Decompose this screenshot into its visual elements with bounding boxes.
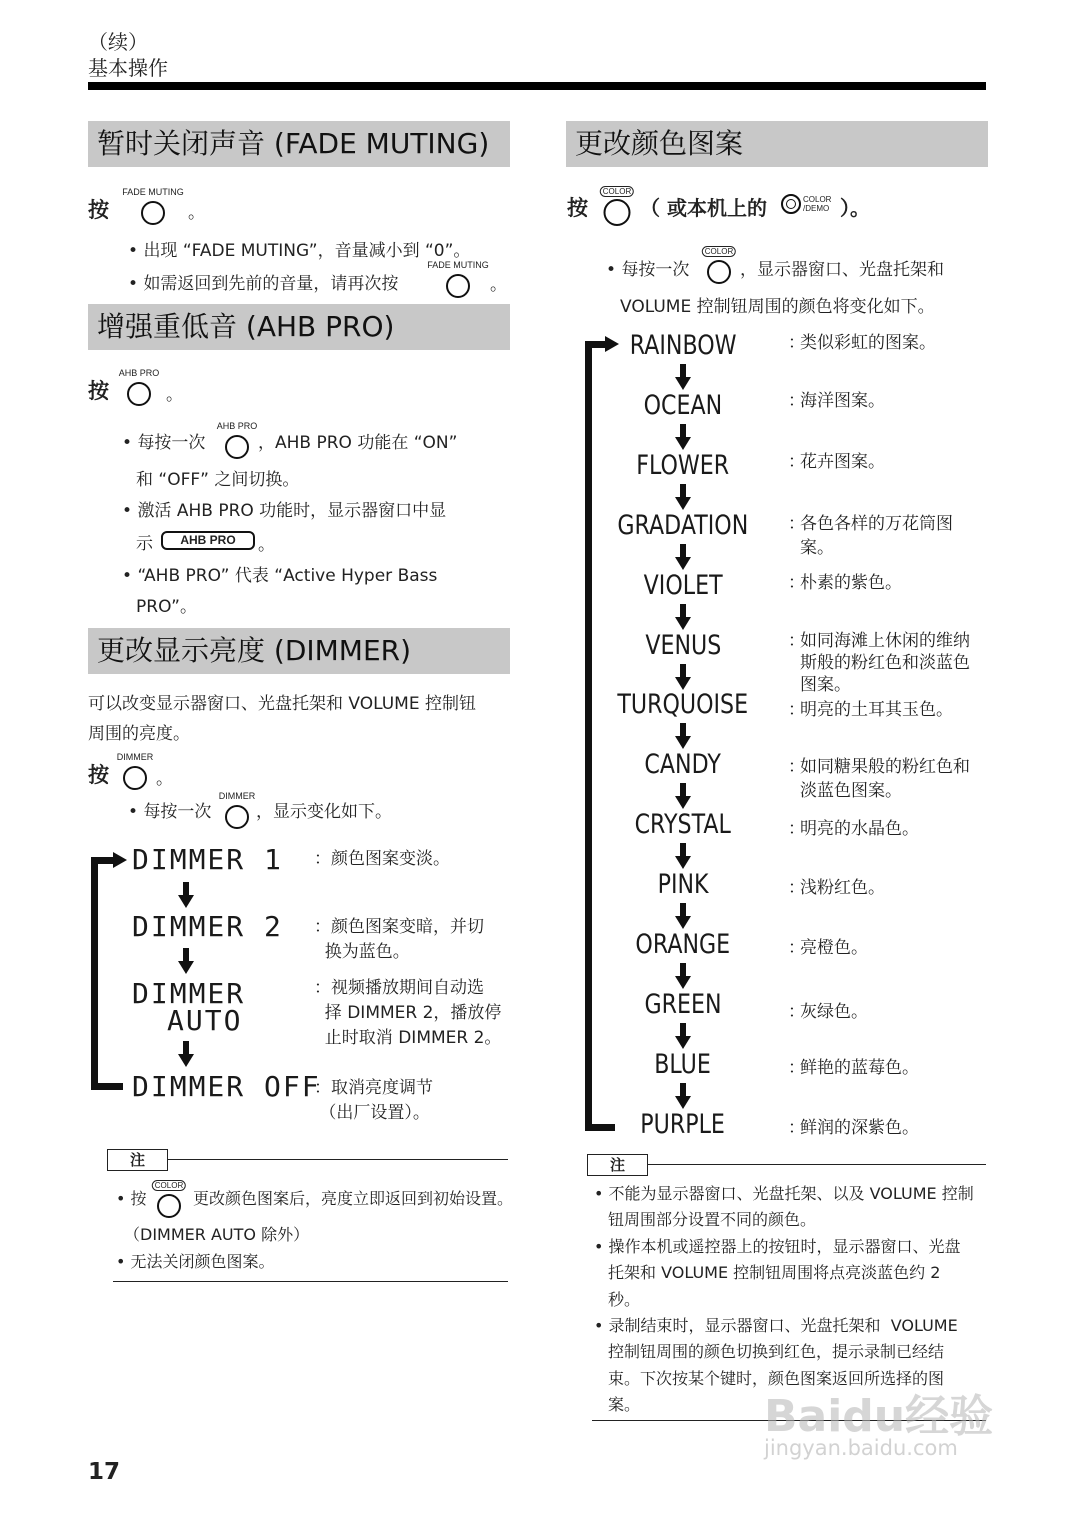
color-pattern-name xyxy=(603,869,763,900)
bullet-text: VOLUME 控制钮周围的颜色将变化如下。 xyxy=(620,297,935,317)
dimmer-step-desc xyxy=(314,1076,433,1126)
button-label: COLOR xyxy=(600,186,634,197)
dimmer-intro: 可以改变显示器窗口、光盘托架和 VOLUME 控制钮 xyxy=(88,694,476,714)
cycle-bracket-line xyxy=(91,857,98,1090)
button-label: DIMMER xyxy=(116,752,154,762)
desc-line: ：颜色图案变淡。 xyxy=(314,849,450,869)
pattern-name-text: GREEN xyxy=(644,988,722,1020)
bullet-icon: • xyxy=(594,1316,609,1335)
note-text: 更改颜色图案后，亮度立即返回到初始设置。 xyxy=(193,1189,514,1208)
arrow-down-icon xyxy=(675,1083,691,1109)
colon: ： xyxy=(788,1118,805,1138)
pattern-name-text: CANDY xyxy=(644,749,722,781)
double-circle-icon xyxy=(786,199,796,209)
note-text xyxy=(594,1181,974,1204)
bullet-text: • 如需返回到先前的音量，请再次按 xyxy=(128,274,399,294)
colon: ： xyxy=(788,573,805,593)
color-button[interactable] xyxy=(602,186,632,226)
circle-button-icon xyxy=(604,199,631,226)
dimmer-step-desc xyxy=(314,847,450,872)
bullet-icon: • xyxy=(594,1236,609,1256)
color-pattern-name xyxy=(603,450,763,481)
color-pattern-name xyxy=(603,570,763,601)
bullet-text: 示 xyxy=(136,534,153,554)
color-pattern-desc xyxy=(788,876,978,900)
arrow-down-icon xyxy=(675,664,691,690)
colon: ： xyxy=(788,700,805,720)
color-pattern-desc xyxy=(788,389,978,413)
unit-color-demo-button[interactable] xyxy=(781,194,801,214)
note-line: 托架和 VOLUME 控制钮周围将点亮淡蓝色约 2 xyxy=(608,1263,941,1283)
ahb-pro-display-indicator: AHB PRO xyxy=(161,531,255,550)
pattern-name-text: PINK xyxy=(657,869,709,901)
bullet-text: 每按一次 xyxy=(143,802,212,822)
colon: ： xyxy=(788,938,805,958)
note-line: 录制结束时，显示器窗口、光盘托架和 VOLUME xyxy=(608,1316,958,1335)
note-text: （DIMMER AUTO 除外） xyxy=(124,1225,310,1244)
bullet-text: “AHB PRO” 代表 “Active Hyper Bass xyxy=(137,566,438,586)
colon: ： xyxy=(788,1002,805,1022)
period: 。 xyxy=(156,769,173,789)
circle-button-icon xyxy=(707,260,731,284)
arrow-down-icon xyxy=(675,963,691,989)
colon: ： xyxy=(788,631,805,651)
pattern-name-text: CRYSTAL xyxy=(634,809,732,841)
watermark-logo: Baidu经验 xyxy=(764,1391,994,1442)
note-end-rule xyxy=(113,1281,508,1282)
color-pattern-name xyxy=(603,1109,763,1140)
ahb-pro-button[interactable] xyxy=(118,368,160,406)
color-button[interactable] xyxy=(704,246,734,284)
pattern-name-text: RAINBOW xyxy=(629,330,737,361)
bullet-text: 每按一次 xyxy=(621,260,690,280)
pattern-name-text: TURQUOISE xyxy=(617,689,749,721)
dimmer-step-name: AUTO xyxy=(167,1004,243,1037)
circle-button-icon xyxy=(127,382,151,406)
dimmer-heading: 更改显示亮度 (DIMMER) xyxy=(88,628,510,674)
bullet-text: ，AHB PRO 功能在 “ON” xyxy=(258,433,458,453)
colon: ： xyxy=(788,757,805,777)
pattern-name-text: OCEAN xyxy=(643,389,723,421)
pattern-desc-text: 类似彩虹的图案。 xyxy=(800,333,936,353)
pattern-desc-text: 各色各样的万花筒图案。 xyxy=(800,514,953,558)
bullet-text: ，显示器窗口、光盘托架和 xyxy=(740,260,944,280)
desc-line: 换为蓝色。 xyxy=(314,942,410,962)
bullet-text: 激活 AHB PRO 功能时，显示器窗口中显 xyxy=(137,501,447,521)
color-pattern-desc xyxy=(788,755,978,803)
fade-muting-button[interactable] xyxy=(427,260,489,298)
note-text: • 无法关闭颜色图案。 xyxy=(116,1252,275,1271)
note-text xyxy=(608,1287,640,1310)
pattern-name-text: BLUE xyxy=(654,1048,712,1080)
dimmer-step-desc xyxy=(314,915,484,965)
bullet-text: 每按一次 xyxy=(137,433,206,453)
fade-muting-button[interactable] xyxy=(122,187,184,225)
press-label: 按 xyxy=(88,763,109,787)
arrow-down-icon xyxy=(675,903,691,929)
pattern-name-text: FLOWER xyxy=(636,449,730,481)
continued-label: （续） xyxy=(88,30,148,54)
pattern-desc-text: 如同海滩上休闲的维纳斯般的粉红色和淡蓝色图案。 xyxy=(800,631,970,695)
color-pattern-desc xyxy=(788,450,978,474)
pattern-desc-text: 鲜润的深紫色。 xyxy=(800,1118,919,1138)
pattern-name-text: PURPLE xyxy=(640,1108,726,1140)
circle-button-icon xyxy=(446,274,470,298)
pattern-name-text: GRADATION xyxy=(617,509,749,541)
press-label: 按 xyxy=(88,198,109,222)
bullet-text: PRO”。 xyxy=(136,597,197,617)
color-pattern-desc xyxy=(788,817,978,841)
pattern-desc-text: 花卉图案。 xyxy=(800,452,885,472)
color-pattern-name xyxy=(603,390,763,421)
arrow-down-icon xyxy=(675,1023,691,1049)
circle-button-icon xyxy=(225,805,249,829)
dimmer-step-name: DIMMER 1 xyxy=(132,843,283,876)
circle-button-icon xyxy=(123,766,147,790)
press-label: 按 xyxy=(88,379,109,403)
fade-muting-heading: 暂时关闭声音 (FADE MUTING) xyxy=(88,121,510,167)
pattern-desc-text: 灰绿色。 xyxy=(800,1002,868,1022)
pattern-desc-text: 鲜艳的蓝莓色。 xyxy=(800,1058,919,1078)
color-pattern-name xyxy=(603,749,763,780)
dimmer-button[interactable] xyxy=(218,791,256,829)
period: 。 xyxy=(490,275,507,295)
colon: ： xyxy=(788,391,805,411)
button-label: COLOR xyxy=(152,1180,186,1191)
press-label: 按 xyxy=(567,196,588,220)
color-pattern-name xyxy=(603,510,763,541)
note-text: 按 xyxy=(130,1189,147,1208)
bullet-text: • 出现 “FADE MUTING”，音量减小到 “0”。 xyxy=(128,241,471,261)
note-line: 不能为显示器窗口、光盘托架、以及 VOLUME 控制 xyxy=(608,1184,974,1203)
color-pattern-desc xyxy=(788,1000,978,1024)
bullet-text-2: 如需返回到先前的音量，请再次按 xyxy=(143,274,399,294)
desc-line: ：取消亮度调节 xyxy=(314,1078,433,1098)
arrow-right-icon xyxy=(113,852,127,868)
color-pattern-name xyxy=(603,330,763,361)
note-text xyxy=(608,1207,816,1230)
header-rule xyxy=(88,82,986,90)
color-pattern-desc xyxy=(788,1056,978,1080)
color-pattern-desc xyxy=(788,512,978,560)
bullet-text: ，显示变化如下。 xyxy=(256,802,392,822)
dimmer-step-desc xyxy=(314,976,501,1051)
pattern-desc-text: 浅粉红色。 xyxy=(800,878,885,898)
note-text xyxy=(608,1392,640,1415)
bullet-text: • 每按一次 xyxy=(122,433,206,453)
button-label: AHB PRO xyxy=(118,368,160,378)
colon: ： xyxy=(788,819,805,839)
dimmer-step-name: DIMMER xyxy=(132,977,246,1010)
pattern-desc-text: 海洋图案。 xyxy=(800,391,885,411)
color-pattern-desc xyxy=(788,630,978,696)
note-line: 束。下次按某个键时，颜色图案返回所选择的图 xyxy=(608,1368,945,1388)
cycle-bracket-line xyxy=(91,857,115,864)
pattern-name-text: VENUS xyxy=(645,629,721,661)
color-pattern-name xyxy=(603,689,763,720)
arrow-down-icon xyxy=(675,723,691,749)
period: 。 xyxy=(258,535,275,555)
desc-line: 止时取消 DIMMER 2。 xyxy=(314,1028,502,1048)
note-rule xyxy=(167,1159,508,1160)
desc-line: 择 DIMMER 2，播放停 xyxy=(314,1003,502,1023)
section-label: 基本操作 xyxy=(88,56,168,80)
color-pattern-name xyxy=(603,989,763,1020)
pattern-desc-text: 如同糖果般的粉红色和淡蓝色图案。 xyxy=(800,757,970,801)
note-text xyxy=(608,1339,944,1362)
dimmer-intro: 周围的亮度。 xyxy=(88,724,190,744)
note-text: • 按 xyxy=(116,1189,147,1208)
press-text: ）。 xyxy=(840,196,870,220)
pattern-desc-text: 亮橙色。 xyxy=(800,938,868,958)
period: 。 xyxy=(188,203,205,223)
period: 。 xyxy=(166,385,183,405)
colon: ： xyxy=(788,1058,805,1078)
circle-button-icon xyxy=(141,201,165,225)
note-line: 钮周围部分设置不同的颜色。 xyxy=(608,1210,817,1230)
cycle-bracket-line xyxy=(91,1083,123,1090)
circle-button-icon xyxy=(225,435,249,459)
bullet-text: 和 “OFF” 之间切换。 xyxy=(136,470,300,490)
arrow-down-icon xyxy=(178,882,194,908)
color-pattern-desc xyxy=(788,571,978,595)
note-text: 无法关闭颜色图案。 xyxy=(130,1252,275,1271)
press-text: （ 或本机上的 xyxy=(640,196,767,220)
desc-line: ：视频播放期间自动选 xyxy=(314,978,484,998)
color-pattern-desc xyxy=(788,331,978,355)
arrow-down-icon xyxy=(178,948,194,974)
bullet-text: • “AHB PRO” 代表 “Active Hyper Bass xyxy=(122,566,438,586)
button-label: DIMMER xyxy=(218,791,256,801)
arrow-down-icon xyxy=(675,604,691,630)
colon: ： xyxy=(788,452,805,472)
pattern-desc-text: 明亮的水晶色。 xyxy=(800,819,919,839)
button-label: FADE MUTING xyxy=(427,260,489,270)
pattern-desc-text: 明亮的土耳其玉色。 xyxy=(800,700,953,720)
circle-button-icon xyxy=(157,1194,181,1218)
bullet-text-1: 出现 “FADE MUTING”，音量减小到 “0”。 xyxy=(143,241,471,261)
colon: ： xyxy=(788,514,805,534)
color-pattern-desc xyxy=(788,1116,978,1140)
note-line: 秒。 xyxy=(608,1289,641,1309)
color-pattern-desc xyxy=(788,936,978,960)
bullet-text: • 激活 AHB PRO 功能时，显示器窗口中显 xyxy=(122,501,447,521)
color-pattern-name xyxy=(603,929,763,960)
note-line: 操作本机或遥控器上的按钮时，显示器窗口、光盘 xyxy=(608,1236,961,1256)
dimmer-step-name: DIMMER OFF xyxy=(132,1070,321,1103)
note-text xyxy=(594,1313,958,1336)
arrow-down-icon xyxy=(675,364,691,390)
unit-button-label: COLOR /DEMO xyxy=(803,195,832,213)
dimmer-button[interactable] xyxy=(116,752,154,790)
note-line: 控制钮周围的颜色切换到红色，提示录制已经结 xyxy=(608,1342,945,1362)
arrow-down-icon xyxy=(675,484,691,510)
note-text xyxy=(594,1234,961,1257)
color-pattern-name xyxy=(603,630,763,661)
arrow-down-icon xyxy=(675,424,691,450)
color-pattern-desc xyxy=(788,698,978,722)
note-line: 案。 xyxy=(608,1395,641,1415)
note-tag: 注 xyxy=(587,1154,648,1176)
note-rule xyxy=(647,1164,986,1165)
button-label: COLOR xyxy=(702,246,736,257)
arrow-down-icon xyxy=(675,783,691,809)
pattern-desc-text: 朴素的紫色。 xyxy=(800,573,902,593)
color-pattern-name xyxy=(603,1049,763,1080)
ahb-pro-button[interactable] xyxy=(216,421,258,459)
desc-line: ：颜色图案变暗，并切 xyxy=(314,917,484,937)
page-number: 17 xyxy=(88,1459,121,1485)
note-text xyxy=(608,1260,940,1283)
desc-line: （出厂设置）。 xyxy=(314,1103,430,1123)
dimmer-step-name: DIMMER 2 xyxy=(132,910,283,943)
pattern-name-text: VIOLET xyxy=(643,569,723,601)
cycle-bracket-line xyxy=(585,341,592,1131)
arrow-down-icon xyxy=(675,544,691,570)
arrow-down-icon xyxy=(178,1041,194,1067)
colon: ： xyxy=(788,333,805,353)
color-pattern-name xyxy=(603,809,763,840)
note-tag: 注 xyxy=(107,1149,168,1171)
watermark-url: jingyan.baidu.com xyxy=(764,1436,958,1460)
colon: ： xyxy=(788,878,805,898)
color-heading: 更改颜色图案 xyxy=(566,121,988,167)
ahb-pro-heading: 增强重低音 (AHB PRO) xyxy=(88,304,510,350)
bullet-text: • 每按一次 xyxy=(128,802,212,822)
bullet-text: • 每按一次 xyxy=(606,260,690,280)
button-label: FADE MUTING xyxy=(122,187,184,197)
color-button[interactable] xyxy=(154,1180,184,1218)
pattern-name-text: ORANGE xyxy=(635,929,731,960)
bullet-icon: • xyxy=(594,1184,609,1203)
button-label: AHB PRO xyxy=(216,421,258,431)
arrow-down-icon xyxy=(675,843,691,869)
